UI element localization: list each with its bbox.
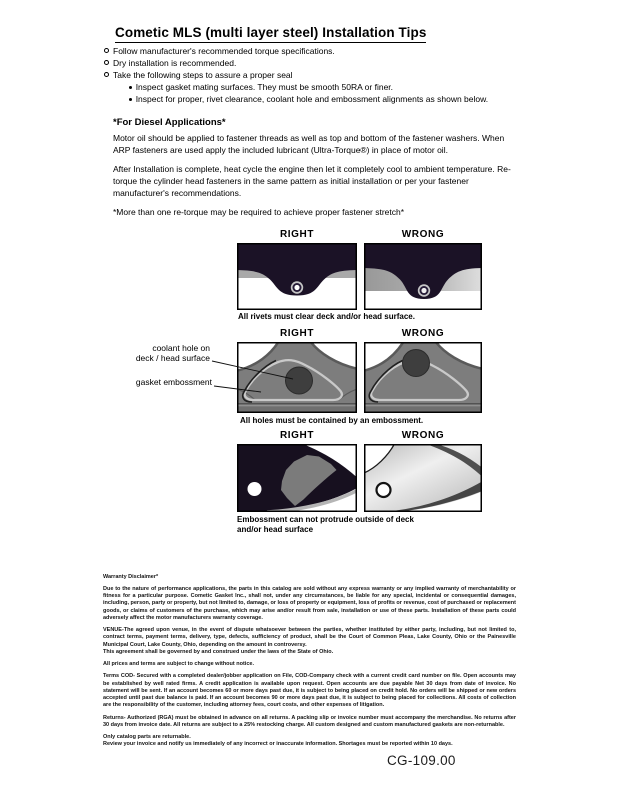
warranty-paragraph: Returns- Authorized (RGA) must be obtained in advance on all returns. A packing slip or invoice number must accompany the merchandise. No returns after 30 days from invoice date. All returns are subject to a 25% restocking charge. All custom designed and custom manufactured gaskets are non-returnable. <box>103 714 516 728</box>
list-item-text: Dry installation is recommended. <box>113 58 237 68</box>
annotation-gasket-embossment <box>60 378 212 388</box>
diagram-rivet-clearance-right <box>237 243 357 310</box>
diesel-paragraph-oil: Motor oil should be applied to fastener threads as well as top and bottom of the fastener washers. When ARP fasteners are used apply the included lubricant (Ultra-Torque®) in place of motor oil. <box>113 133 505 155</box>
wrong-label: WRONG <box>401 430 445 441</box>
right-label: RIGHT <box>279 430 315 441</box>
warranty-paragraph: VENUE-The agreed upon venue, in the event of dispute whatsoever between the parties, whether instituted by either party, including, but not limited to, contract terms, payment terms, delivery, type, defects, sufficiency of product, shall be the Court of Common Pleas, Lake County, Ohio or the Painesville Municipal Court, Lake County, Ohio, depending on the amount in controversy. <box>103 627 516 648</box>
list-item <box>129 81 488 93</box>
list-item-text: Inspect for proper, rivet clearance, coolant hole and embossment alignments as shown below. <box>135 94 489 104</box>
diesel-section-heading: *For Diesel Applications* <box>113 117 226 128</box>
list-item <box>104 57 488 69</box>
page-title: Cometic MLS (multi layer steel) Installation Tips <box>115 25 426 43</box>
list-item <box>104 69 488 81</box>
diagram-embossment-containment-right <box>237 342 357 413</box>
diagram-embossment-protrusion-wrong <box>364 444 482 512</box>
warranty-paragraph: Due to the nature of performance applications, the parts in this catalog are sold without any express warranty or any implied warranty of merchantability or fitness for a particular purpose. Cometic Gasket Inc., shall not, under any circumstances, be liable for any special, incidental or consequential damages, including, person, party or property, but not limited to, damage, or loss of property or equipment, loss of profits or revenue, cost of purchased or replacement goods, or claims of customers of the purchase, which may arise and/or result from sale, installation or use of these parts. Installation of these parts could adversely affect the motor manufacturers warranty coverage. <box>103 585 516 621</box>
right-label: RIGHT <box>279 229 315 240</box>
installation-tips-list <box>104 45 488 105</box>
wrong-label: WRONG <box>401 229 445 240</box>
diagram-rivet-clearance-wrong <box>364 243 482 310</box>
annotation-line: coolant hole on <box>152 343 210 353</box>
retorque-note: *More than one re-torque may be required to achieve proper fastener stretch* <box>113 207 405 217</box>
warranty-paragraph: This agreement shall be governed by and construed under the laws of the State of Ohio. <box>103 648 334 655</box>
annotation-line: deck / head surface <box>135 352 210 363</box>
warranty-paragraph: All prices and terms are subject to change without notice. <box>103 661 254 667</box>
list-item-text: Take the following steps to assure a proper seal <box>113 70 293 80</box>
diagram-embossment-containment-wrong <box>364 342 482 413</box>
list-item-text: Inspect gasket mating surfaces. They must be smooth 50RA or finer. <box>135 82 394 92</box>
warranty-disclaimer-section <box>103 574 516 754</box>
warranty-paragraph: Terms COD- Secured with a completed dealer/jobber application on File, COD-Company check with a current credit card number on file. Open accounts may be established by well rated firms. A credit application is available upon request. Open accounts are due payable Net 30 days from date of invoice. No statement will be sent. If an account becomes 60 or more days past due, it is subject to being placed on credit hold. No orders will be shipped or new orders accepted until past due balance is paid. If an account becomes 90 or more days past due, it is subject to being placed for collections. All costs of collection are the responsibility of the customer, including attorney fees, court costs, and other expenses of litigation. <box>103 673 516 709</box>
list-item <box>129 93 488 105</box>
list-item-text: Follow manufacturer's recommended torque specifications. <box>113 46 335 56</box>
caption-embossment <box>237 515 414 535</box>
warranty-paragraph: Only catalog parts are returnable. <box>103 734 191 740</box>
diesel-paragraph-retorque: After Installation is complete, heat cycle the engine then let it completely cool to ambient temperature. Re-torque the cylinder head fasteners in the same pattern as initial installation or per your fastener manufacturer's recommendations. <box>113 164 511 198</box>
list-item <box>104 45 488 57</box>
wrong-label: WRONG <box>401 328 445 339</box>
caption-rivets: All rivets must clear deck and/or head surface. <box>238 312 415 321</box>
caption-holes: All holes must be contained by an embossment. <box>240 416 424 425</box>
dot-bullet-icon <box>129 86 132 89</box>
annotation-line: gasket embossment <box>135 377 212 387</box>
annotation-coolant-hole <box>60 344 210 363</box>
warranty-paragraph: Review your invoice and notify us immediately of any incorrect or inaccurate information. Shortages must be reported within 10 days. <box>103 741 453 748</box>
caption-line: Embossment can not protrude outside of deck <box>237 515 414 524</box>
diagram-embossment-protrusion-right <box>237 444 357 512</box>
page-code: CG-109.00 <box>387 753 456 768</box>
warranty-heading: Warranty Disclaimer* <box>103 574 159 580</box>
right-label: RIGHT <box>279 328 315 339</box>
circle-bullet-icon <box>104 48 109 53</box>
caption-line: and/or head surface <box>237 525 314 534</box>
circle-bullet-icon <box>104 60 109 65</box>
dot-bullet-icon <box>129 98 132 101</box>
circle-bullet-icon <box>104 72 109 77</box>
